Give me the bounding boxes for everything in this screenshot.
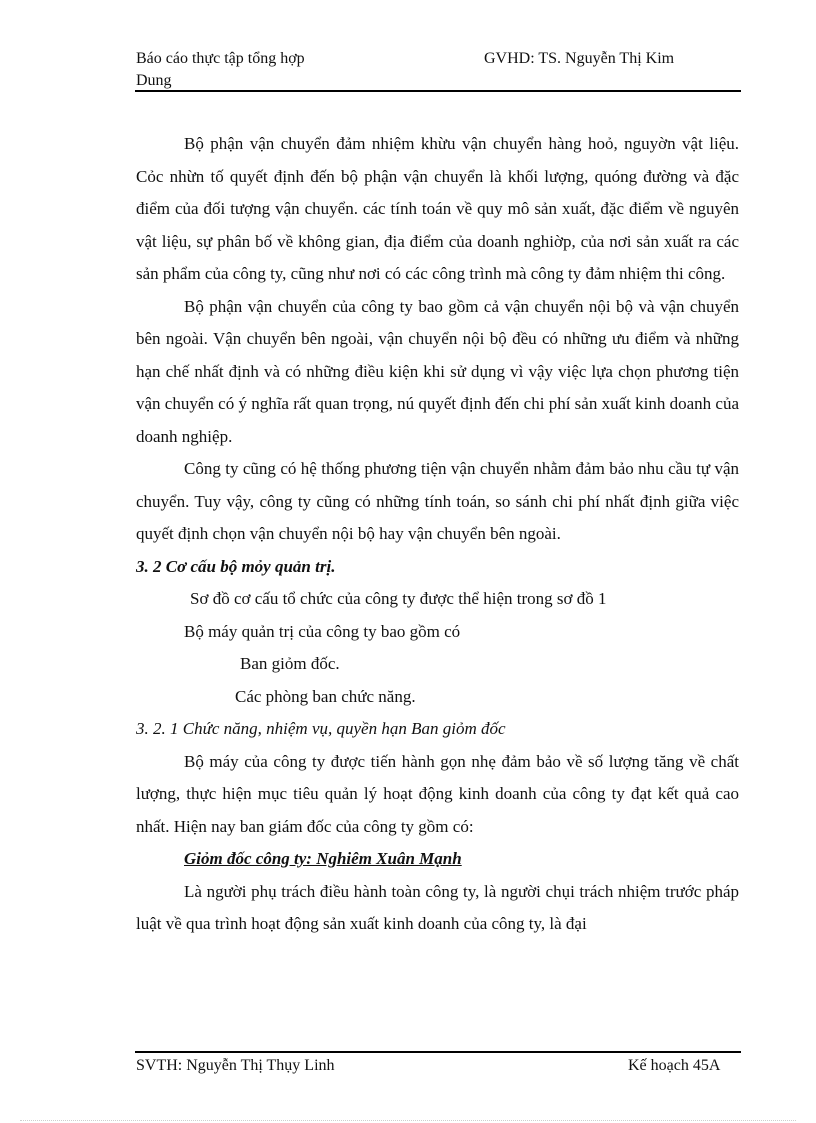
supervisor-name-wrap: Dung <box>136 72 172 89</box>
management-intro: Bộ máy quản trị của công ty bao gồm có <box>184 621 461 641</box>
supervisor-label: GVHD: TS. Nguyễn Thị Kim <box>484 50 675 67</box>
student-name: SVTH: Nguyễn Thị Thụy Linh <box>136 1057 335 1074</box>
org-chart-reference: Sơ đồ cơ cấu tổ chức của công ty được thể hiện trong sơ đồ 1 <box>190 589 607 608</box>
section-heading-3-2-1: 3. 2. 1 Chức năng, nhiệm vụ, quyền hạn Ban giỏm đốc <box>136 719 506 738</box>
paragraph-transport-fleet: Công ty cũng có hệ thống phương tiện vận chuyển nhằm đảm bảo nhu cầu tự vận chuyển. Tuy vậy, công ty cũng có những tính toán, so sánh chi phí nhất định giữa việc quyết định chọn vận chuyển nội bộ hay vận chuyển bên ngoài. <box>136 459 739 543</box>
footer-rule <box>135 1051 741 1053</box>
list-item-departments: Các phòng ban chức năng. <box>235 686 416 706</box>
header-left <box>136 48 466 92</box>
class-name: Kế hoạch 45A <box>628 1057 721 1074</box>
director-heading: Giỏm đốc công ty: Nghiêm Xuân Mạnh <box>184 849 462 868</box>
header-rule <box>135 90 741 92</box>
page-body <box>136 128 739 941</box>
section-heading-3-2: 3. 2 Cơ cấu bộ mỏy quản trị. <box>136 556 336 576</box>
paragraph-director-role: Là người phụ trách điều hành toàn công ty, là người chụi trách nhiệm trước pháp luật về qua trình hoạt động sản xuất kinh doanh của công ty, là đại <box>136 881 739 933</box>
report-title: Báo cáo thực tập tổng hợp <box>136 50 305 67</box>
paragraph-board-structure: Bộ máy của công ty được tiến hành gọn nhẹ đảm bảo về số lượng tăng về chất lượng, thực hiện mục tiêu quản lý hoạt động kinh doanh của công ty đạt kết quả cao nhất. Hiện nay ban giám đốc của công ty gồm có: <box>136 751 739 836</box>
list-item-board: Ban giỏm đốc. <box>240 654 340 673</box>
page-edge-divider <box>20 1120 796 1121</box>
paragraph-transport-dept: Bộ phận vận chuyển đảm nhiệm khừu vận chuyển hàng hoỏ, nguyờn vật liệu. Cỏc nhừn tố quyết định đến bộ phận vận chuyển là khối lượng, quóng đường và đặc điểm của đối tượng vận chuyển. các tính toán về quy mô sản xuất, đặc điểm về nguyên vật liệu, sự phân bố về không gian, địa điểm của doanh nghiờp, của nơi sản xuất ra các sản phẩm của công ty, cũng như nơi có các công trình mà công ty đảm nhiệm thi công. <box>136 134 739 283</box>
paragraph-transport-types: Bộ phận vận chuyển của công ty bao gồm cả vận chuyển nội bộ và vận chuyển bên ngoài. Vận chuyển bên ngoài, vận chuyển nội bộ đều có những ưu điểm và những hạn chế nhất định và có những điều kiện khi sử dụng vì vậy việc lựa chọn phương tiện vận chuyển có ý nghĩa rất quan trọng, nú quyết định đến chi phí sản xuất kinh doanh của doanh nghiệp. <box>136 296 739 446</box>
